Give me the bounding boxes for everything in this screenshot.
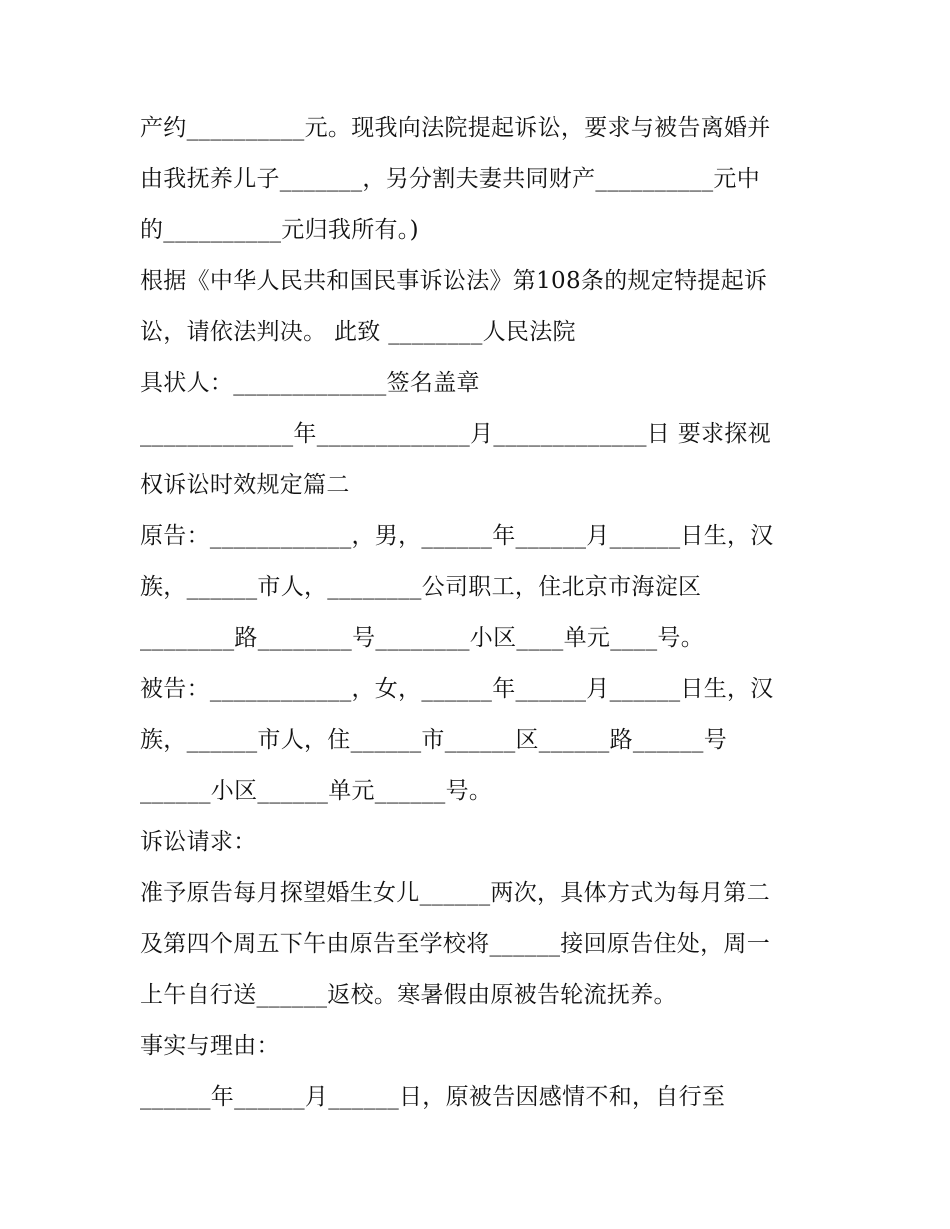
text-line-10: 族，______市人，________公司职工，住北京市海淀区 [140,574,702,600]
text-line-13: 族，______市人，住______市______区______路______号 [140,727,727,753]
text-line-3: 的__________元归我所有。) [140,217,419,243]
text-line-17: 及第四个周五下午由原告至学校将______接回原告住处，周一 [140,931,770,957]
text-line-7: _____________年_____________月_____________日 要求探视 [140,421,771,447]
text-line-6: 具状人：_____________签名盖章 [140,370,480,396]
text-line-9: 原告：____________，男，______年______月______日生，汉 [140,523,774,549]
section-heading: 权诉讼时效规定篇二 [140,472,350,498]
facts-heading: 事实与理由： [140,1033,280,1059]
claims-heading: 诉讼请求： [140,829,257,855]
text-line-2: 由我抚养儿子_______，另分割夫妻共同财产__________元中 [140,166,760,192]
text-line-16: 准予原告每月探望婚生女儿______两次，具体方式为每月第二 [140,880,770,906]
text-line-14: ______小区______单元______号。 [140,778,493,804]
text-line-11: ________路________号________小区____单元____号。 [140,625,704,651]
text-line-1: 产约__________元。现我向法院提起诉讼，要求与被告离婚并 [140,115,771,141]
text-line-18: 上午自行送______返校。寒暑假由原被告轮流抚养。 [140,982,677,1008]
text-line-4: 根据《中华人民共和国民事诉讼法》第108条的规定特提起诉 [140,268,768,294]
text-line-20: ______年______月______日，原被告因感情不和，自行至 [140,1084,726,1110]
text-line-12: 被告：____________，女，______年______月______日生，汉 [140,676,774,702]
text-line-5: 讼，请依法判决。 此致 ________人民法院 [140,319,576,345]
document-body [140,103,820,1123]
